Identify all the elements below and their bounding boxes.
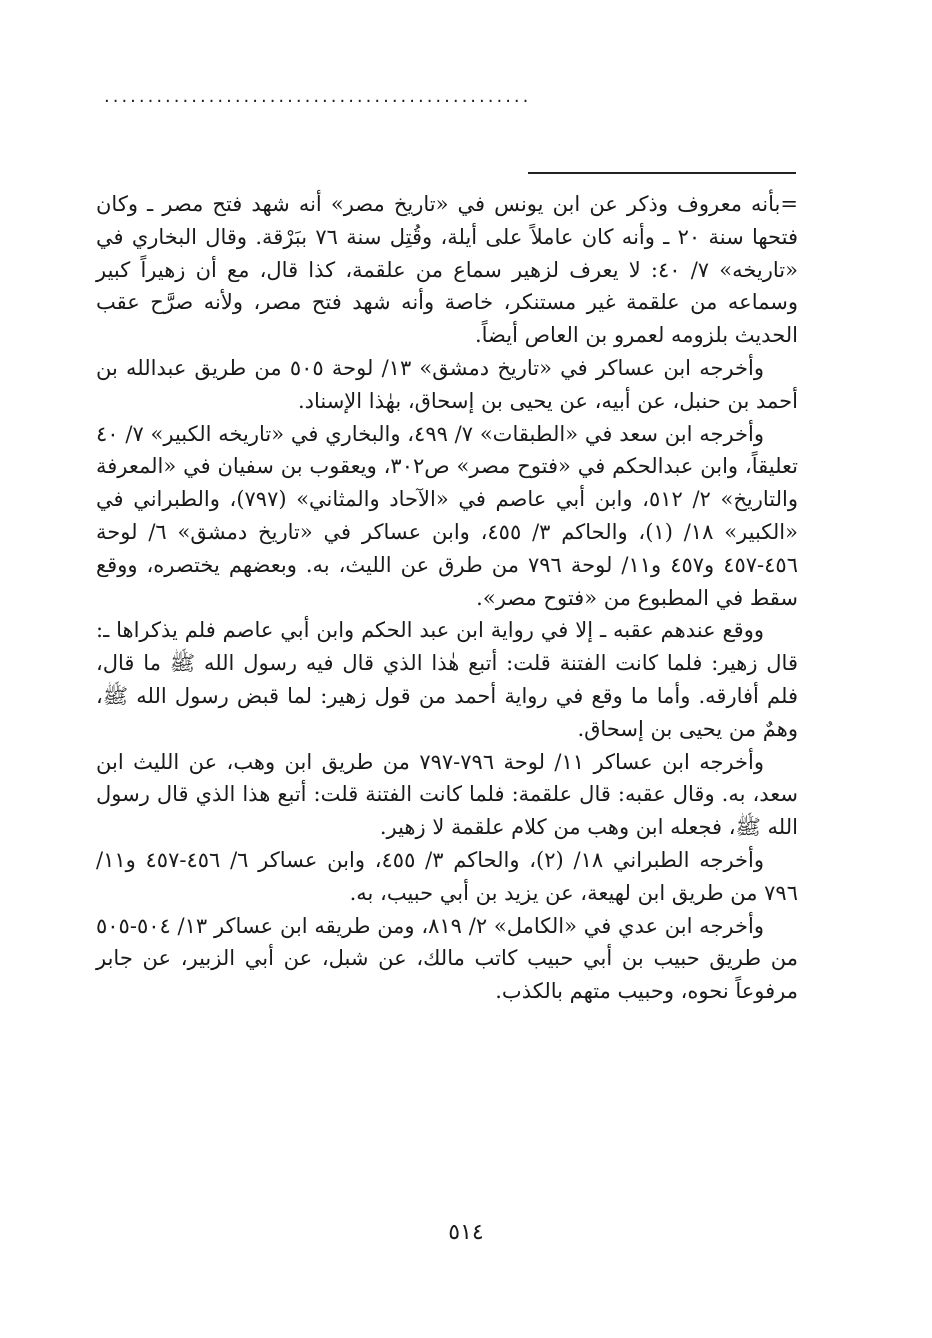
footnote-separator-rule [528, 172, 796, 174]
page-number: ٥١٤ [448, 1220, 484, 1245]
paragraph-ibn-asakir-2: وأخرجه ابن عساكر ١١/ لوحة ٧٩٦-٧٩٧ من طريق ابن وهب، عن الليث ابن سعد، به. وقال عقبه: قال علقمة: فلما كانت الفتنة قلت: أتبع هذا الذي قال رسول الله ﷺ، فجعله ابن وهب من كلام علقمة لا زهير. [96, 749, 798, 840]
paragraph-ibn-asakir-1: وأخرجه ابن عساكر في «تاريخ دمشق» ١٣/ لوحة ٥٠٥ من طريق عبدالله بن أحمد بن حنبل، عن أبيه، عن يحيى بن إسحاق، بهٰذا الإسناد. [96, 355, 798, 413]
footnote-text-block [96, 188, 798, 1008]
header-dotted-line: ................................................. [104, 86, 532, 106]
paragraph-zuhair: ووقع عندهم عقبه ـ إلا في رواية ابن عبد الحكم وابن أبي عاصم فلم يذكراها ـ: قال زهير: فلما كانت الفتنة قلت: أتبع هٰذا الذي قال فيه رسول الله ﷺ ما قال، فلم أفارقه. وأما ما وقع في رواية أحمد من قول زهير: لما قبض رسول الله ﷺ، وهمٌ من يحيى بن إسحاق. [96, 618, 798, 741]
paragraph-ibn-saad: وأخرجه ابن سعد في «الطبقات» ٧/ ٤٩٩، والبخاري في «تاريخه الكبير» ٧/ ٤٠ تعليقاً، وابن عبدالحكم في «فتوح مصر» ص٣٠٢، ويعقوب بن سفيان في «المعرفة والتاريخ» ٢/ ٥١٢، وابن أبي عاصم في «الآحاد والمثاني» (٧٩٧)، والطبراني في «الكبير» ١٨/ (١)، والحاكم ٣/ ٤٥٥، وابن عساكر في «تاريخ دمشق» ٦/ لوحة ٤٥٦-٤٥٧ و٤٥٧ و١١/ لوحة ٧٩٦ من طرق عن الليث، به. وبعضهم يختصره، ووقع سقط في المطبوع من «فتوح مصر». [96, 421, 798, 610]
paragraph-tabarani: وأخرجه الطبراني ١٨/ (٢)، والحاكم ٣/ ٤٥٥، وابن عساكر ٦/ ٤٥٦-٤٥٧ و١١/ ٧٩٦ من طريق ابن لهيعة، عن يزيد بن أبي حبيب، به. [96, 847, 798, 905]
paragraph-continuation: =بأنه معروف وذكر عن ابن يونس في «تاريخ مصر» أنه شهد فتح مصر ـ وكان فتحها سنة ٢٠ ـ وأنه كان عاملاً على أيلة، وقُتِل سنة ٧٦ ببَرْقة. وقال البخاري في «تاريخه» ٧/ ٤٠: لا يعرف لزهير سماع من علقمة، كذا قال، مع أن زهيراً كبير وسماعه من علقمة غير مستنكر، خاصة وأنه شهد فتح مصر، ولأنه صرَّح عقب الحديث بلزومه لعمرو بن العاص أيضاً. [96, 192, 798, 348]
paragraph-ibn-adi: وأخرجه ابن عدي في «الكامل» ٢/ ٨١٩، ومن طريقه ابن عساكر ١٣/ ٥٠٤-٥٠٥ من طريق حبيب بن أبي حبيب كاتب مالك، عن شبل، عن أبي الزبير، عن جابر مرفوعاً نحوه، وحبيب متهم بالكذب. [96, 913, 798, 1004]
